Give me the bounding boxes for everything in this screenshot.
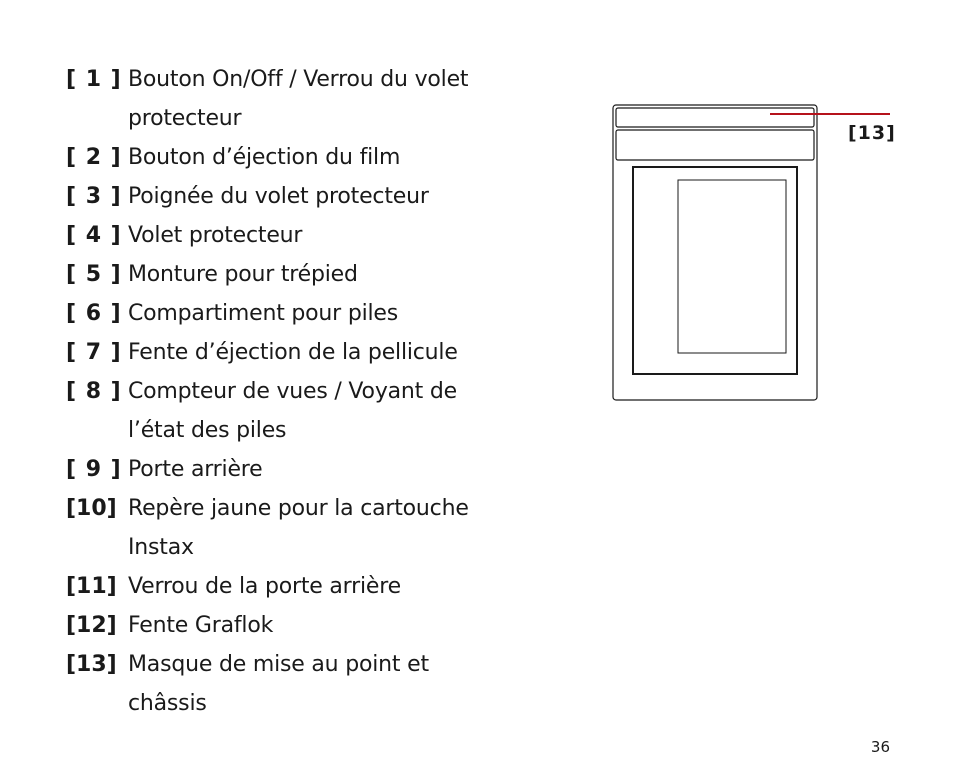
item-label: Fente Graflok (128, 613, 274, 638)
item-label: Monture pour trépied (128, 262, 358, 287)
item-number: [ 1 ] (66, 67, 122, 92)
page-number: 36 (870, 738, 890, 756)
legend-item-8 (66, 372, 536, 450)
legend-item-9 (66, 450, 536, 489)
legend-item-1 (66, 60, 536, 138)
item-label: Verrou de la porte arrière (128, 574, 401, 599)
top-strip (616, 108, 814, 127)
item-number: [ 6 ] (66, 301, 122, 326)
legend-item-2 (66, 138, 536, 177)
item-label: Volet protecteur (128, 223, 303, 248)
item-number: [ 4 ] (66, 223, 122, 248)
legend-item-13 (66, 645, 536, 723)
callout-line-extension (818, 104, 890, 124)
item-number: [10] (66, 496, 117, 521)
item-label-line: Bouton On/Off / Verrou du volet (128, 67, 469, 92)
frame-window (633, 167, 797, 374)
item-label: Poignée du volet protecteur (128, 184, 429, 209)
item-label: Compartiment pour piles (128, 301, 399, 326)
item-label-line: châssis (128, 691, 207, 716)
legend-item-12 (66, 606, 536, 645)
item-number: [ 3 ] (66, 184, 122, 209)
item-label-line: Compteur de vues / Voyant de (128, 379, 457, 404)
legend-item-3 (66, 177, 536, 216)
item-number: [ 7 ] (66, 340, 122, 365)
item-label (128, 372, 457, 450)
legend-item-7 (66, 333, 536, 372)
item-number: [ 5 ] (66, 262, 122, 287)
item-label-line: protecteur (128, 106, 242, 131)
callout-label: [13] (848, 122, 896, 144)
focus-mask-diagram (612, 104, 818, 401)
legend-item-4 (66, 216, 536, 255)
item-label: Bouton d’éjection du film (128, 145, 401, 170)
second-strip (616, 130, 814, 160)
legend-item-11 (66, 567, 536, 606)
item-number: [ 2 ] (66, 145, 122, 170)
item-number: [ 9 ] (66, 457, 122, 482)
item-number: [ 8 ] (66, 379, 122, 404)
item-label-line: l’état des piles (128, 418, 287, 443)
legend-item-10 (66, 489, 536, 567)
focus-mask-drawing (612, 104, 818, 401)
focus-screen (678, 180, 786, 353)
item-number: [13] (66, 652, 117, 677)
item-label-line: Instax (128, 535, 194, 560)
parts-legend (66, 60, 536, 723)
item-label-line: Repère jaune pour la cartouche (128, 496, 469, 521)
item-label: Porte arrière (128, 457, 263, 482)
legend-item-5 (66, 255, 536, 294)
item-number: [11] (66, 574, 117, 599)
item-label (128, 489, 469, 567)
legend-item-6 (66, 294, 536, 333)
item-number: [12] (66, 613, 117, 638)
item-label (128, 60, 468, 138)
item-label: Fente d’éjection de la pellicule (128, 340, 458, 365)
item-label (128, 645, 429, 723)
item-label-line: Masque de mise au point et (128, 652, 429, 677)
